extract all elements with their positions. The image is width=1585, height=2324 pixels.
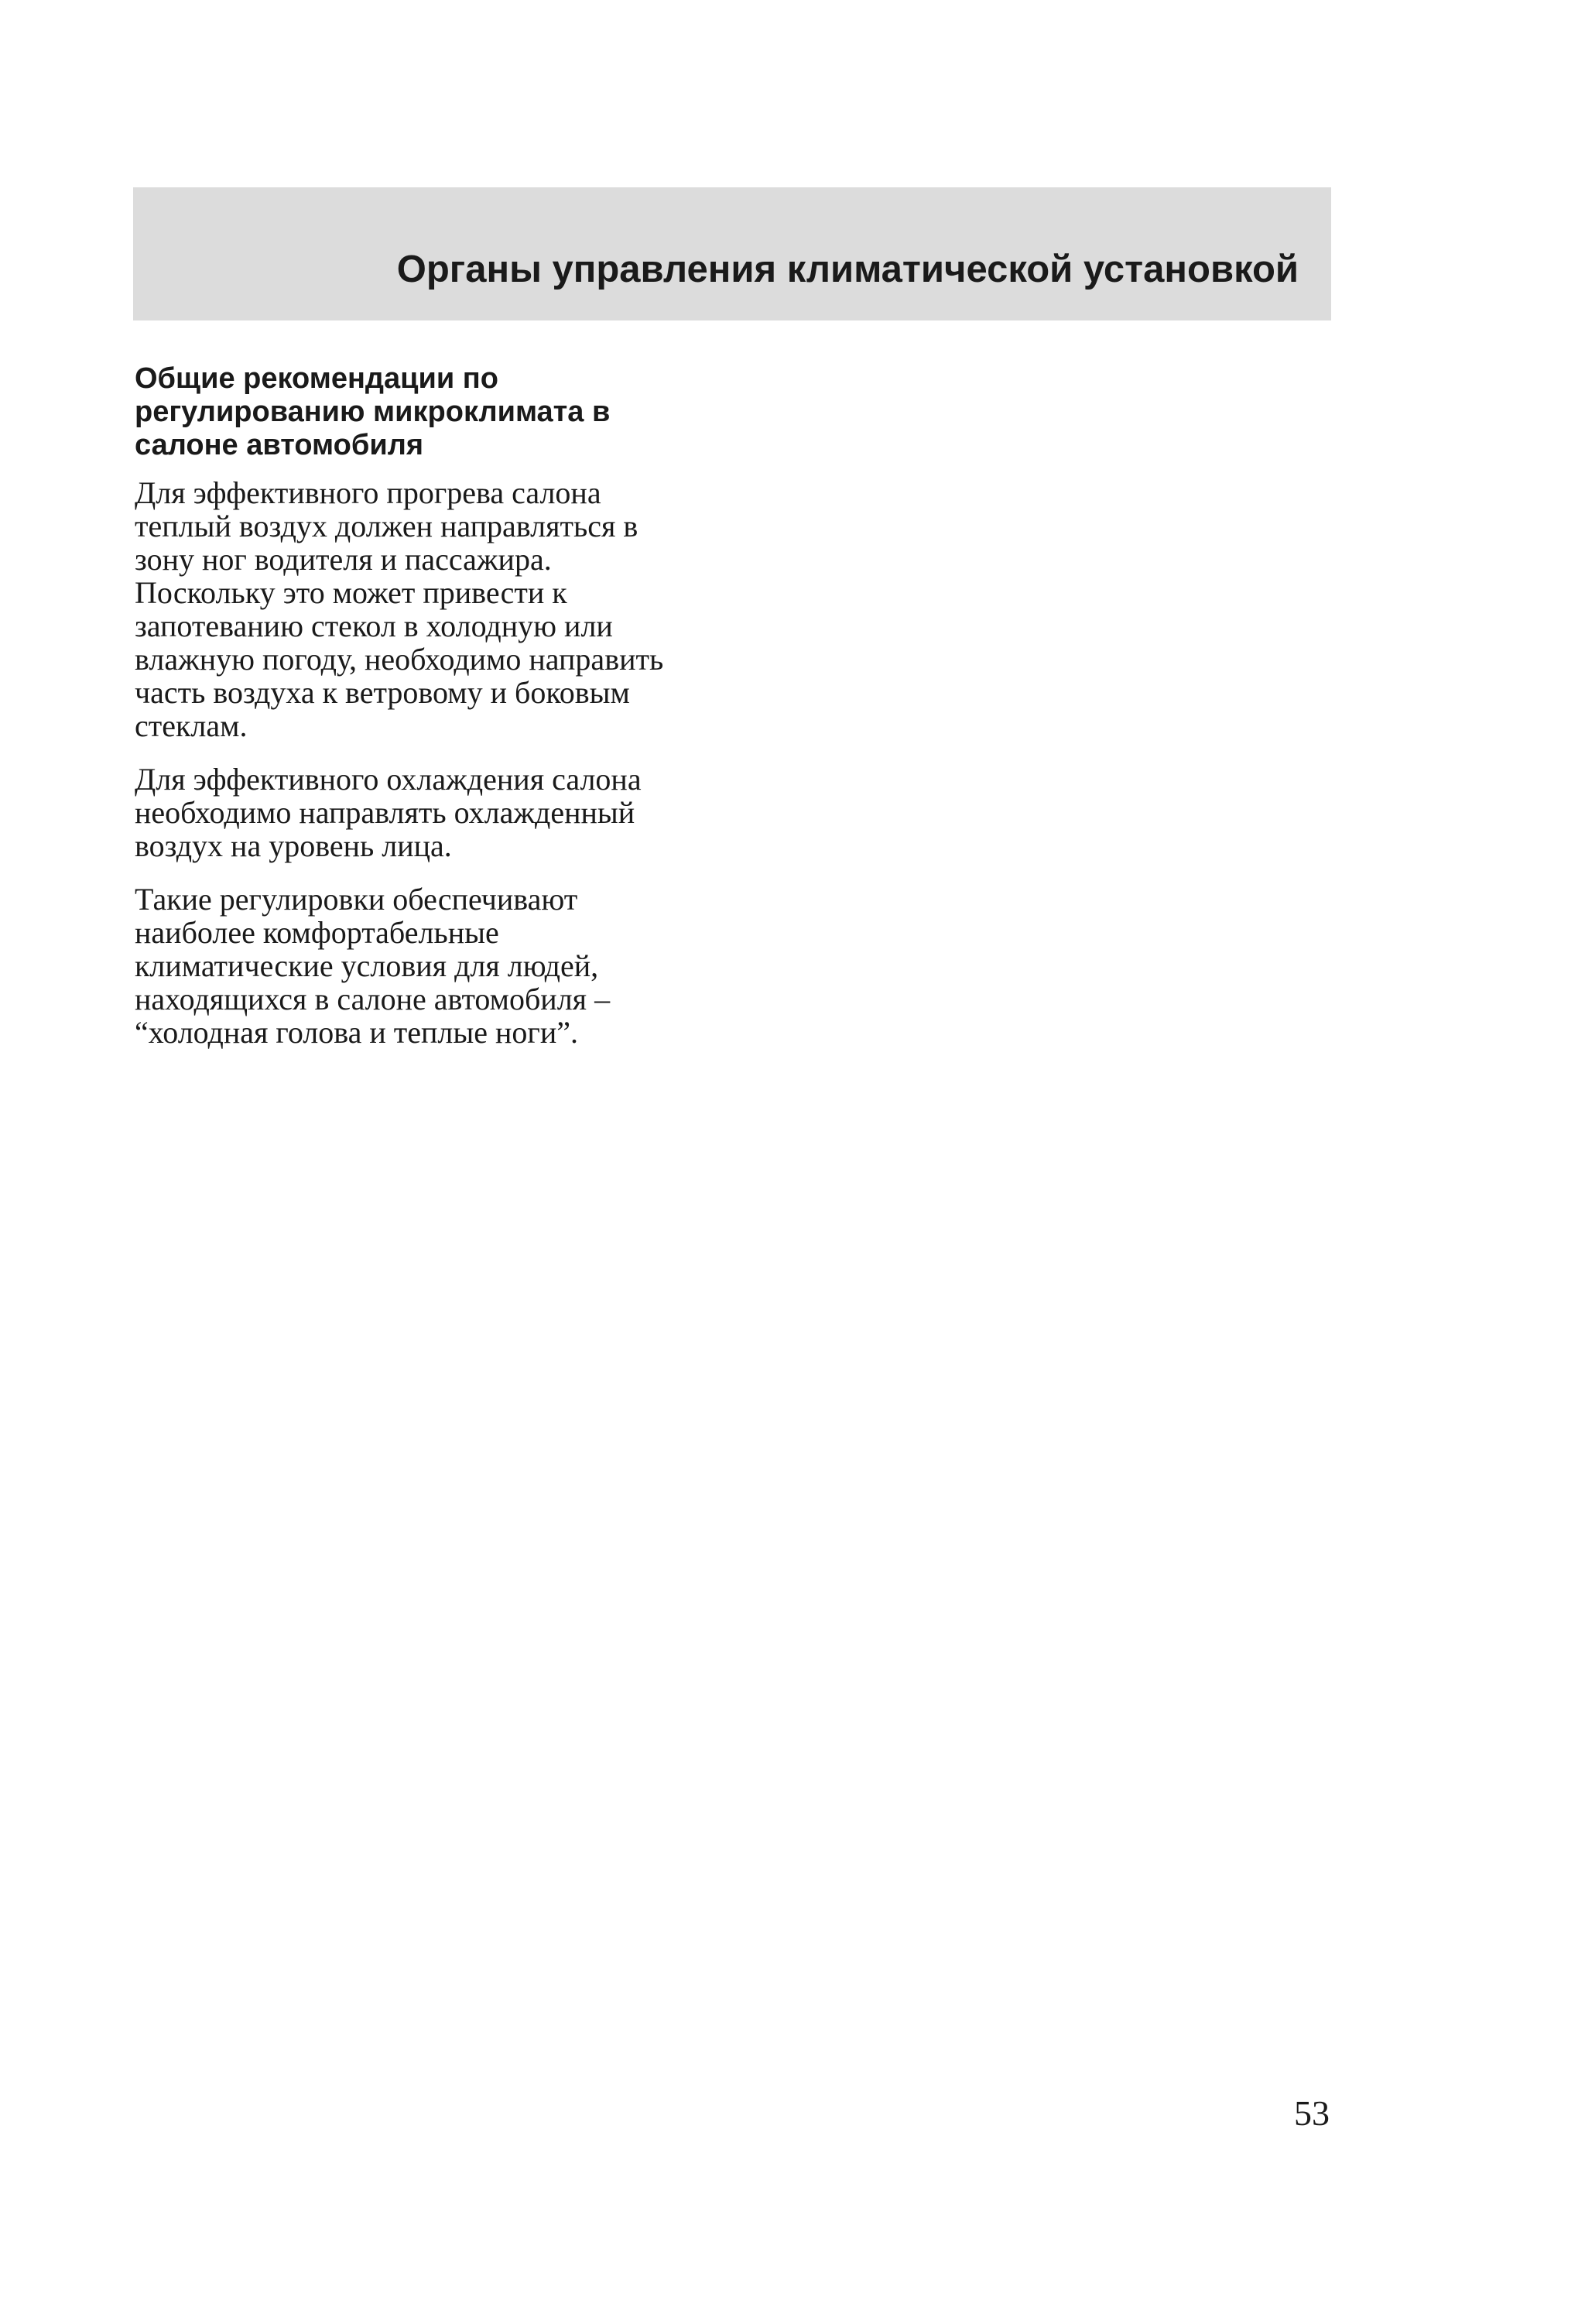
page-number: 53 xyxy=(1294,2093,1330,2133)
chapter-title: Органы управления климатической установкой xyxy=(396,249,1299,290)
paragraph-cooling: Для эффективного охлаждения салона необходимо направлять охлажденный воздух на уровень лица. xyxy=(135,762,642,863)
section-content xyxy=(135,362,731,1069)
section-heading: Общие рекомендации по регулированию микроклимата в салоне автомобиля xyxy=(135,362,611,461)
paragraph-comfort: Такие регулировки обеспечивают наиболее комфортабельные климатические условия для людей, находящихся в салоне автомобиля – “холодная голова и теплые ноги”. xyxy=(135,882,611,1050)
chapter-header-band xyxy=(133,187,1331,320)
paragraph-heating: Для эффективного прогрева салона теплый воздух должен направляться в зону ног водителя и пассажира. Поскольку это может привести к запотеванию стекол в холодную или влажную погоду, необходимо направить часть воздуха к ветровому и боковым стеклам. xyxy=(135,475,664,743)
